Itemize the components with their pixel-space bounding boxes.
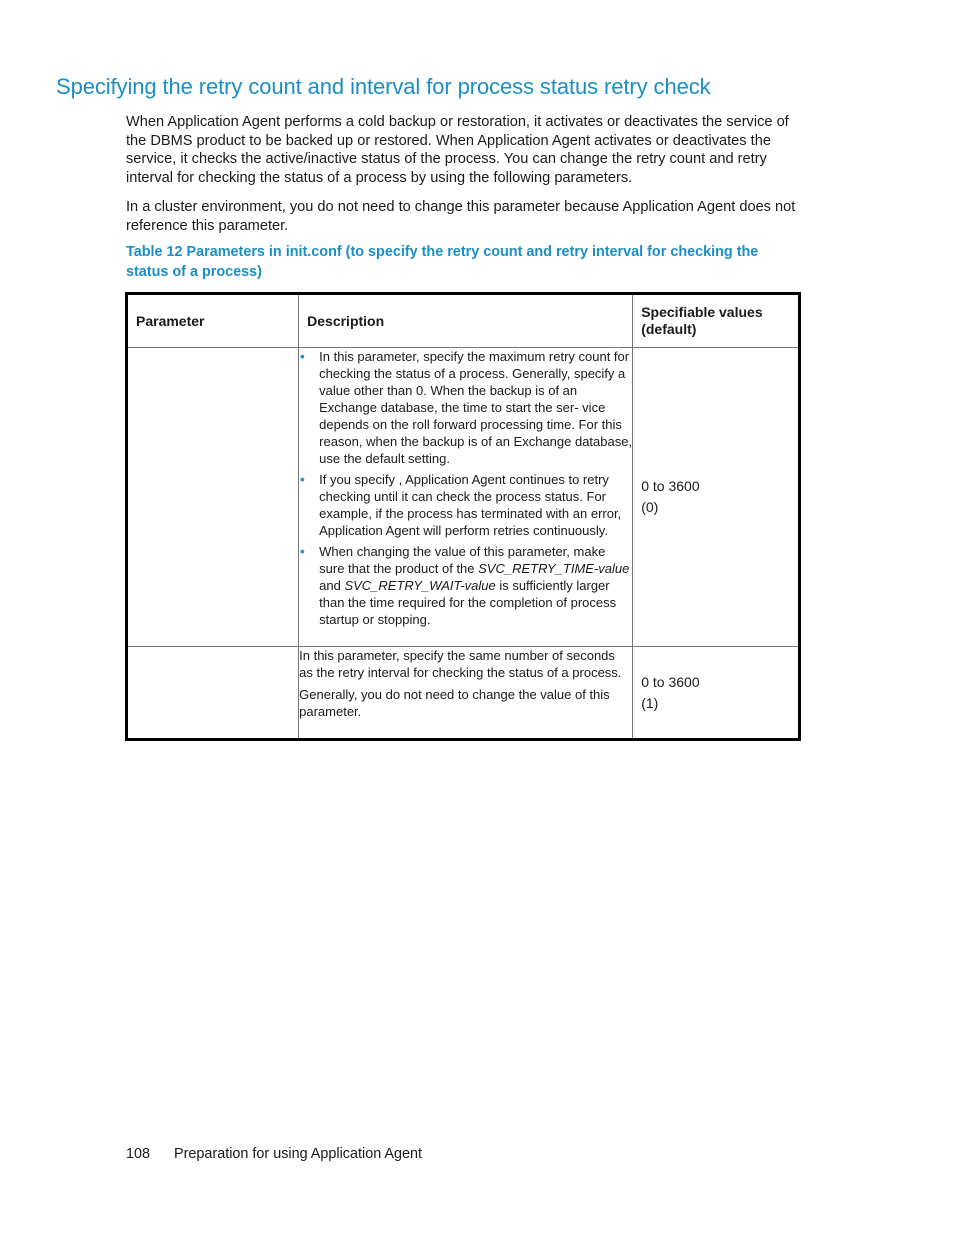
table-caption: Table 12 Parameters in init.conf (to specify the retry count and retry interval for checking the status of a process) — [126, 244, 759, 280]
value-range: 0 to 3600 — [641, 478, 700, 494]
description-text: In this parameter, specify the same number of seconds as the retry interval for checking the status of a process. — [299, 648, 622, 680]
list-item — [299, 471, 632, 539]
table-row — [127, 348, 800, 647]
values-cell — [633, 647, 800, 740]
footer-section-title: Preparation for using Application Agent — [174, 1146, 423, 1162]
header-description: Description — [299, 294, 633, 348]
values-cell — [633, 348, 800, 647]
description-cell — [299, 348, 633, 647]
parameter-cell — [127, 647, 299, 740]
list-item — [299, 348, 632, 467]
page-number: 108 — [126, 1146, 151, 1162]
bullet-text-part: When changing the value of this parameter, make sure that the product of the — [319, 544, 606, 576]
description-cell — [299, 647, 633, 740]
variable-name: SVC_RETRY_WAIT-value — [344, 578, 496, 593]
description-bullet-list — [299, 348, 632, 628]
description-text: Generally, you do not need to change the value of this parameter. — [299, 687, 610, 719]
table-header-row — [127, 294, 800, 348]
header-specifiable-values: Specifiable values (default) — [633, 294, 800, 348]
list-item — [299, 543, 632, 628]
bullet-text: In this parameter, specify the maximum retry count for checking the status of a process. Generally, specify a value other than 0. When the backup is of an Exchange database, the time to start the ser- vice depends on the roll forward processing time. For this reason, when the backup is of an Exchange database, use the default setting. — [319, 349, 633, 466]
intro-paragraph: When Application Agent performs a cold backup or restoration, it activates or deactivates the service of the DBMS product to be backed up or restored. When Application Agent activates or deactivates the service, it checks the active/inactive status of the process. You can change the retry count and retry interval for checking the status of a process by using the following parameters. — [126, 114, 789, 186]
header-parameter: Parameter — [127, 294, 299, 348]
section-heading: Specifying the retry count and interval for process status retry check — [56, 74, 711, 99]
page-footer — [126, 1145, 422, 1163]
bullet-icon: • — [300, 544, 305, 559]
table-row — [127, 647, 800, 740]
bullet-icon: • — [300, 472, 305, 487]
parameters-table — [125, 292, 801, 741]
value-range: 0 to 3600 — [641, 673, 700, 690]
variable-name: SVC_RETRY_TIME-value — [478, 561, 630, 576]
value-default: (0) — [641, 499, 659, 515]
cluster-note-paragraph: In a cluster environment, you do not need to change this parameter because Application Agent does not reference this parameter. — [126, 199, 796, 234]
bullet-text-part: and — [319, 578, 345, 593]
bullet-text-part: is sufficiently larger than the time required for the completion of process startup or stopping. — [319, 578, 617, 627]
bullet-text — [319, 544, 629, 627]
bullet-text: If you specify , Application Agent continues to retry checking until it can check the process status. For example, if the process has terminated with an error, Application Agent will perform retries continuously. — [319, 472, 622, 538]
bullet-icon: • — [300, 349, 305, 364]
value-default: (1) — [641, 694, 659, 711]
parameter-cell — [127, 348, 299, 647]
